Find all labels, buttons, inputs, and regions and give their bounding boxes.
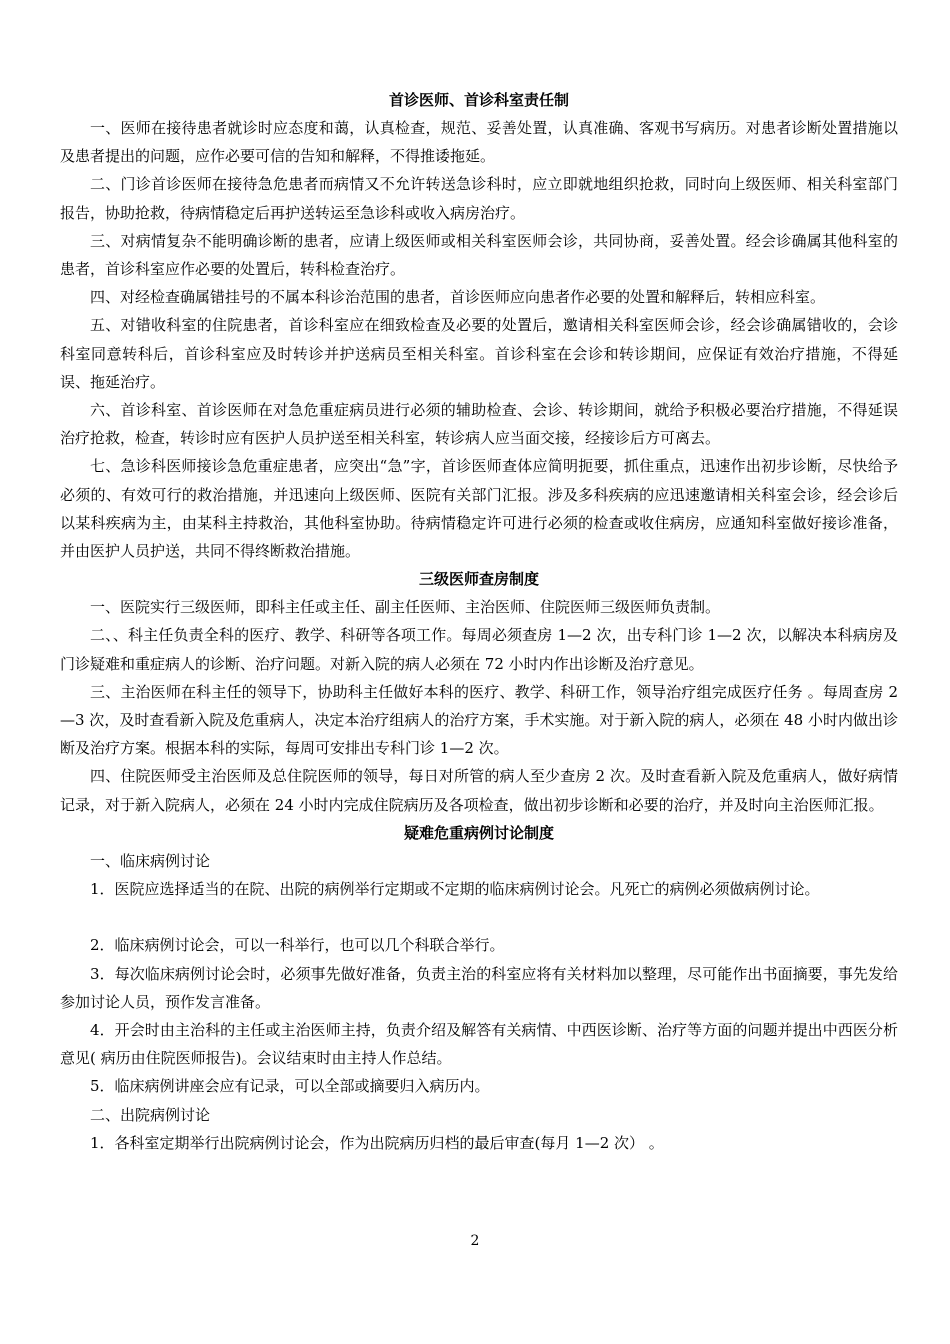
paragraph: 五、对错收科室的住院患者，首诊科室应在细致检查及必要的处置后，邀请相关科室医师会诊，经会诊确属错收的，会诊科室同意转科后，首诊科室应及时转诊并护送病员至相关科室。首诊科室在会诊和转诊期间，应保证有效治疗措施，不得延误、拖延治疗。 xyxy=(60,316,898,391)
paragraph: 二、、科主任负责全科的医疗、教学、科研等各项工作。每周必须查房 1—2 次，出专科门诊 1—2 次，以解决本科病房及门诊疑难和重症病人的诊断、治疗问题。对新入院的病人必须在 72 小时内作出诊断及治疗意见。 xyxy=(60,626,898,673)
document-page xyxy=(60,86,898,1157)
paragraph: 六、首诊科室、首诊医师在对急危重症病员进行必须的辅助检查、会诊、转诊期间，就给予积极必要治疗措施，不得延误治疗抢救，检查，转诊时应有医护人员护送至相关科室，转诊病人应当面交接，经接诊后方可离去。 xyxy=(60,401,898,448)
paragraph: 1．医院应选择适当的在院、出院的病例举行定期或不定期的临床病例讨论会。凡死亡的病例必须做病例讨论。 xyxy=(90,880,820,899)
paragraph: 四、对经检查确属错挂号的不属本科诊治范围的患者，首诊医师应向患者作必要的处置和解释后，转相应科室。 xyxy=(90,288,826,307)
paragraph: 1．各科室定期举行出院病例讨论会，作为出院病历归档的最后审查(每月 1—2 次） 。 xyxy=(90,1133,664,1152)
paragraph: 三、主治医师在科主任的领导下，协助科主任做好本科的医疗、教学、科研工作，领导治疗组完成医疗任务 。每周查房 2—3 次，及时查看新入院及危重病人，决定本治疗组病人的治疗方案，手术实施。对于新入院的病人，必须在 48 小时内做出诊断及治疗方案。根据本科的实际，每周可安排出专科门诊 1—2 次。 xyxy=(60,682,898,758)
paragraph: 四、住院医师受主治医师及总住院医师的领导，每日对所管的病人至少查房 2 次。及时查看新入院及危重病人，做好病情记录，对于新入院病人，必须在 24 小时内完成住院病历及各项检查，做出初步诊断和必要的治疗，并及时向主治医师汇报。 xyxy=(60,767,898,814)
section-heading: 首诊医师、首诊科室责任制 xyxy=(388,91,569,109)
section-three-level-rounds xyxy=(60,565,898,819)
paragraph: 一、医院实行三级医师，即科主任或主任、副主任医师、主治医师、住院医师三级医师负责制。 xyxy=(90,598,721,617)
paragraph: 三、对病情复杂不能明确诊断的患者，应请上级医师或相关科室医师会诊，共同协商，妥善处置。经会诊确属其他科室的患者，首诊科室应作必要的处置后，转科检查治疗。 xyxy=(60,231,898,279)
paragraph: 4．开会时由主治科的主任或主治医师主持，负责介绍及解答有关病情、中西医诊断、治疗等方面的问题并提出中西医分析意见( 病历由住院医师报告)。会议结束时由主持人作总结。 xyxy=(60,1021,898,1068)
paragraph: 七、急诊科医师接诊急危重症患者，应突出“急”字，首诊医师查体应简明扼要，抓住重点，迅速作出初步诊断，尽快给予必须的、有效可行的救治措施，并迅速向上级医师、医院有关部门汇报。涉及多科疾病的应迅速邀请相关科室会诊，经会诊后以某科疾病为主，由某科主持救治，其他科室协助。待病情稳定许可进行必须的检查或收住病房，应通知科室做好接诊准备，并由医护人员护送，共同不得终断救治措施。 xyxy=(60,457,898,561)
section-heading: 疑难危重病例讨论制度 xyxy=(403,823,554,842)
page-number: 2 xyxy=(470,1233,480,1249)
paragraph: 二、出院病例讨论 xyxy=(90,1105,211,1124)
section-heading: 三级医师查房制度 xyxy=(418,570,539,589)
paragraph: 一、医师在接待患者就诊时应态度和蔼，认真检查，规范、妥善处置，认真准确、客观书写病历。对患者诊断处置措施以及患者提出的问题，应作必要可信的告知和解释，不得推诿拖延。 xyxy=(60,119,898,166)
paragraph: 3．每次临床病例讨论会时，必须事先做好准备，负责主治的科室应将有关材料加以整理，尽可能作出书面摘要，事先发给参加讨论人员，预作发言准备。 xyxy=(60,964,898,1011)
section-first-visit-responsibility xyxy=(60,86,898,565)
section-case-discussion xyxy=(60,819,898,1157)
paragraph: 2．临床病例讨论会，可以一科举行，也可以几个科联合举行。 xyxy=(90,936,505,955)
blank-line xyxy=(60,903,898,931)
paragraph: 二、门诊首诊医师在接待急危患者而病情又不允许转送急诊科时，应立即就地组织抢救，同时向上级医师、相关科室部门报告，协助抢救，待病情稳定后再护送转运至急诊科或收入病房治疗。 xyxy=(60,175,898,222)
paragraph: 5．临床病例讲座会应有记录，可以全部或摘要归入病历内。 xyxy=(90,1077,490,1096)
paragraph: 一、临床病例讨论 xyxy=(90,851,211,870)
